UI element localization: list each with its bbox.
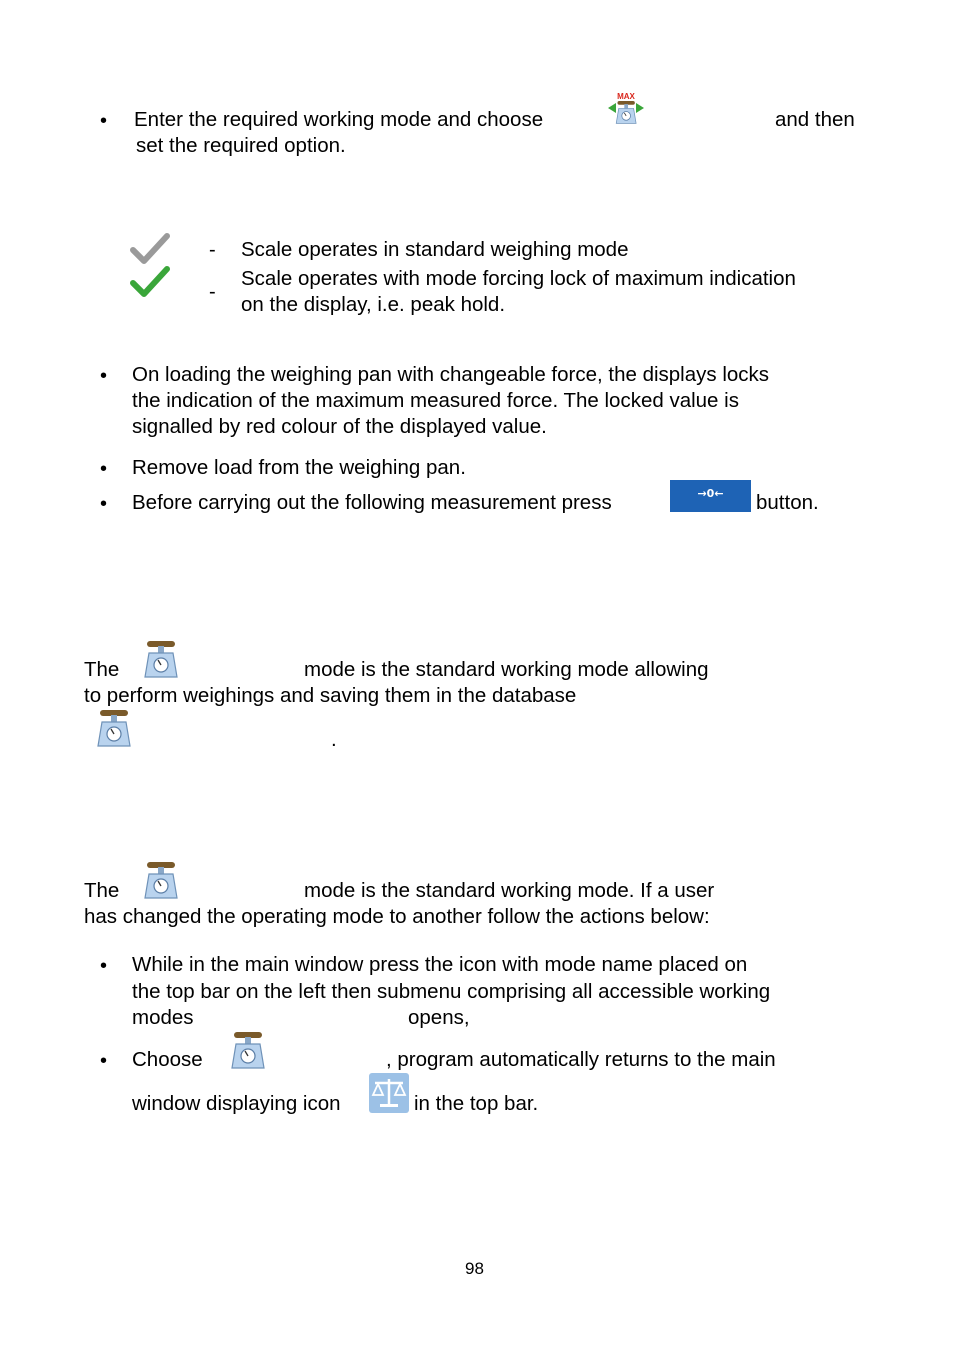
zero-button-label: →0← [697,487,724,500]
paragraph-text: modes [132,1006,194,1029]
paragraph-text: Before carrying out the following measurement press [132,491,612,514]
max-peak-hold-icon[interactable] [606,91,646,133]
paragraph-text: While in the main window press the icon with mode name placed on [132,953,748,976]
instruction-text-line2: set the required option. [136,134,346,157]
paragraph-text: On loading the weighing pan with changeable force, the displays locks [132,363,770,386]
weighing-mode-icon[interactable] [143,862,179,900]
option-dash: - [209,239,216,261]
paragraph-text: window displaying icon [132,1092,341,1115]
paragraph-text: , program automatically returns to the main [386,1048,776,1071]
bullet-marker: • [100,493,108,515]
page-number: 98 [465,1259,484,1278]
instruction-text: Enter the required working mode and choose [134,108,544,131]
paragraph-text: opens, [408,1006,470,1029]
bullet-marker: • [100,110,108,132]
weighing-mode-icon[interactable] [230,1032,266,1070]
paragraph-text: Choose [132,1048,203,1071]
bullet-marker: • [100,458,108,480]
checkmark-on-icon [130,265,170,299]
checkmark-off-icon [130,232,170,266]
weighing-mode-icon[interactable] [143,641,179,679]
paragraph-text: mode is the standard working mode. If a user [304,879,715,902]
instruction-text-cont: and then [775,108,855,131]
paragraph-text: mode is the standard working mode allowing [304,658,709,681]
paragraph-text: The [84,879,120,902]
paragraph-text: the indication of the maximum measured force. The locked value is [132,389,739,412]
option-on-description-line2: on the display, i.e. peak hold. [241,293,506,316]
paragraph-text: Remove load from the weighing pan. [132,456,466,479]
option-off-description: Scale operates in standard weighing mode [241,238,629,261]
paragraph-text: signalled by red colour of the displayed value. [132,415,547,438]
paragraph-text: button. [756,491,819,514]
option-dash: - [209,281,216,303]
paragraph-text: to perform weighings and saving them in the database [84,684,577,707]
zero-button[interactable] [670,480,751,512]
paragraph-text: . [331,728,337,751]
paragraph-text: has changed the operating mode to another follow the actions below: [84,905,710,928]
paragraph-text: in the top bar. [414,1092,539,1115]
option-on-description: Scale operates with mode forcing lock of maximum indication [241,267,796,290]
bullet-marker: • [100,955,108,977]
paragraph-text: The [84,658,120,681]
max-label: MAX [617,92,635,101]
bullet-marker: • [100,365,108,387]
database-weighing-icon[interactable] [96,710,132,748]
paragraph-text: the top bar on the left then submenu comprising all accessible working [132,980,771,1003]
balance-scale-icon [369,1073,409,1113]
bullet-marker: • [100,1050,108,1072]
